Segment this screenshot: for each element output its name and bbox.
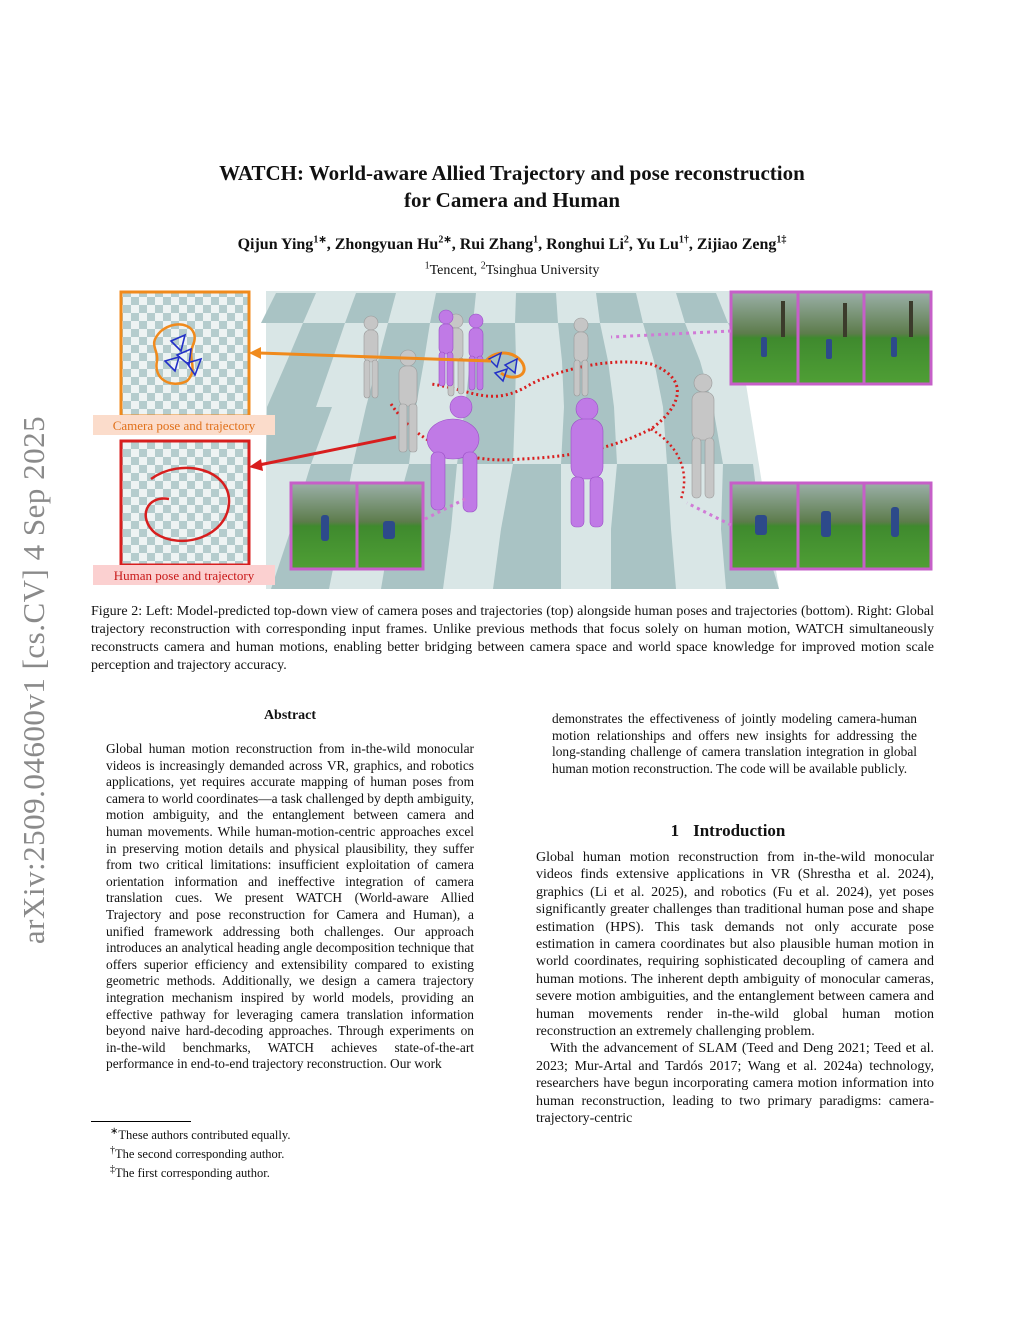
input-frames-bottom-left	[291, 483, 423, 569]
author: Zijiao Zeng$^{1\ddagger}$	[696, 234, 787, 253]
author: Qijun Ying$^{1∗}$	[237, 234, 327, 253]
footnote: †The second corresponding author.	[110, 1144, 285, 1161]
abstract-continuation-text: demonstrates the effectiveness of jointly modeling camera-human motion relationships and offers new insights for addressing the long-standing challenge of camera translation integration in global human motion reconstruction. The code will be available publicly.	[552, 711, 917, 776]
introduction-heading	[536, 821, 934, 841]
author: Rui Zhang$^1$	[459, 234, 539, 253]
abstract-heading: Abstract	[263, 708, 317, 723]
footnote: ∗These authors contributed equally.	[110, 1125, 291, 1142]
input-frames-top	[731, 292, 931, 384]
footnotes	[110, 1126, 490, 1183]
arxiv-id: arXiv:2509.04600v1 [cs.CV] 4 Sep 2025	[16, 415, 51, 945]
title-line-1: WATCH: World-aware Allied Trajectory and pose reconstruction	[219, 161, 805, 185]
abstract-body	[106, 741, 474, 1073]
section-number: 1	[670, 821, 680, 840]
footnote: ‡The first corresponding author.	[110, 1163, 270, 1180]
intro-paragraph-2: With the advancement of SLAM (Teed and Deng 2021; Teed et al. 2023; Mur-Artal and Tardós 2017; Wang et al. 2024a) technology, researchers have begun incorporating camera motion information into human reconstruction, leading to two primary paradigms: camera-trajectory-centric	[536, 1041, 934, 1127]
figure-2	[91, 289, 934, 591]
arxiv-stamp	[8, 380, 60, 980]
section-title: Introduction	[693, 821, 786, 840]
camera-pose-label: Camera pose and trajectory	[112, 418, 256, 433]
introduction-body	[536, 849, 934, 1128]
abstract-continuation	[552, 711, 917, 777]
title-line-2: for Camera and Human	[403, 188, 621, 212]
author: Zhongyuan $Hu^{2∗}$	[334, 234, 452, 253]
affiliations: $^1$Tencent, $^2$Tsinghua University	[424, 260, 600, 278]
human-topdown-panel	[121, 441, 249, 565]
author-list: Qijun Ying$^{1∗}$, Zhongyuan $Hu^{2∗}$, Rui Zhang$^1$, Ronghui Li$^2$, Yu $Lu^{1\dagger}$, Zijiao Zeng$^{1\ddagger}$	[237, 234, 787, 253]
author: Yu $Lu^{1\dagger}$	[636, 234, 689, 253]
intro-paragraph-1: Global human motion reconstruction from in-the-wild monocular videos finds extensive applications in VR (Shrestha et al. 2024), graphics (Li et al. 2025), and robotics (Fu et al. 2024), yet poses significantly greater challenges than traditional human pose and shape estimation (HPS). This task demands not only accurate pose estimation in camera coordinates but also plausible human motion in world coordinates, requiring sophisticated decoupling of camera and human motions. The inherent depth ambiguity of monocular cameras, severe motion ambiguities, and the entanglement between camera and human movements render in-the-wild global human motion reconstruction an extremely challenging problem.	[536, 850, 934, 1040]
paper-title	[0, 160, 1024, 214]
figure-2-illustration	[91, 289, 934, 591]
author: Ronghui Li$^2$	[546, 234, 629, 253]
abstract-text: Global human motion reconstruction from in-the-wild monocular videos is increasingly demanded across VR, graphics, and robotics applications, yet requires accurate mapping of human poses from camera to world coordinates—a task challenged by depth ambiguity, motion ambiguity, and the entanglement between camera and human movements. While human-motion-centric approaches excel in preserving motion details and physical plausibility, they suffer from two critical limitations: insufficient exploitation of camera orientation information and ineffective integration of camera translation cues. We present WATCH (World-aware Allied Trajectory and pose reconstruction for Camera and Human), a unified framework addressing both challenges. Our approach introduces an analytical heading angle decomposition technique that offers superior efficiency and extensibility compared to existing geometric methods. Additionally, we design a camera trajectory integration mechanism inspired by world models, providing an effective pathway for leveraging camera translation information beyond naive hard-decoding approaches. Through experiments on in-the-wild benchmarks, WATCH achieves state-of-the-art performance in end-to-end trajectory reconstruction. Our work	[106, 741, 474, 1072]
footnote-rule	[91, 1121, 191, 1122]
camera-topdown-panel	[121, 292, 249, 416]
figure-caption: Figure 2: Left: Model-predicted top-down view of camera poses and trajectories (top) alongside human poses and trajectories (bottom). Right: Global trajectory reconstruction with corresponding input frames. Unlike previous methods that focus solely on human motion, WATCH simultaneously reconstructs camera and human motions, enabling better bridging between camera space and world space knowledge for improved motion scale perception and trajectory accuracy.	[91, 604, 934, 673]
input-frames-bottom-right	[731, 483, 931, 569]
human-pose-label: Human pose and trajectory	[113, 568, 255, 583]
